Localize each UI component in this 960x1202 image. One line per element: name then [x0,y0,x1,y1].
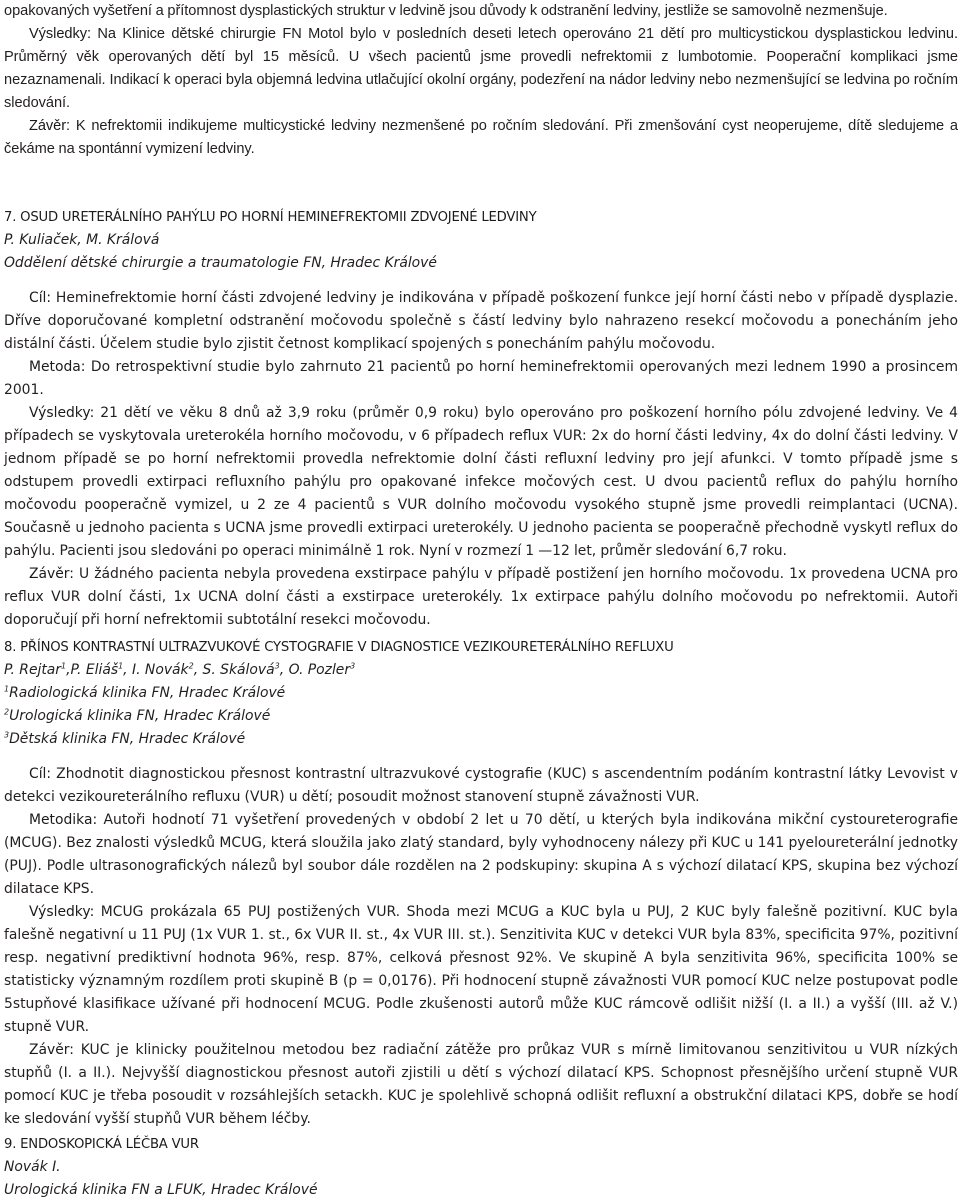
results-paragraph [4,23,958,115]
section-8-affiliation-3 [4,728,958,751]
intro-text: opakovaných vyšetření a přítomnost dysplastických struktur v ledvině jsou důvody k odstranění ledviny, jestliže se samovolně nezmenšuje. [4,3,888,19]
author-sup: 3 [274,661,280,671]
affiliation-sup: 3 [4,730,10,740]
section-9-affiliation: Urologická klinika FN a LFUK, Hradec Králové [4,1182,318,1198]
continuation-abstract [4,0,958,161]
author-name: , O. Pozler [279,662,351,678]
section-7-conclusion [4,563,958,632]
section-8-authors [4,659,958,682]
intro-paragraph [4,0,958,23]
section-9 [4,1133,958,1202]
section-7-authors: P. Kuliaček, M. Králová [4,232,160,248]
section-7-results [4,402,958,563]
author-name: ,P. Eliáš [66,662,119,678]
aim-text: Zhodnotit diagnostickou přesnost kontrastní ultrazvukové cystografie (KUC) s ascendentním podáním kontrastní látky Levovist v detekci vezikoureterálního refluxu (VUR) u dětí; posoudit možnost stanovení stupně závažnosti VUR. [4,766,958,805]
section-8-title: 8. PŘÍNOS KONTRASTNÍ ULTRAZVUKOVÉ CYSTOGRAFIE V DIAGNOSTICE VEZIKOURETERÁLNÍHO REFLUXU [4,640,674,655]
affiliation-text: Radiologická klinika FN, Hradec Králové [9,685,286,701]
section-7-aim [4,287,958,356]
affiliation-sup: 1 [4,684,10,694]
author-sup: 1 [118,661,124,671]
author-sup: 3 [350,661,356,671]
affiliation-sup: 2 [4,707,10,717]
section-7-method [4,356,958,402]
conclusion-text: KUC je klinicky použitelnou metodou bez radiační zátěže pro průkaz VUR s mírně limitovanou senzitivitou u VUR nízkých stupňů (I. a II.). Nejvyšší diagnostickou přesnost autoři zjistili u dětí s výchozí dilatací KPS. Schopnost přesnějšího určení stupně VUR pomocí KUC je třeba posoudit v rozsáhlejších setackh. KUC je spolehlivě schopná odlišit refluxní a obstrukční dilataci KPS, dobře se hodí ke sledování vyšší stupňů VUR během léčby. [4,1042,958,1127]
section-7-affiliation: Oddělení dětské chirurgie a traumatologie FN, Hradec Králové [4,255,437,271]
conclusion-label: Závěr: [29,118,71,134]
affiliation-text: Urologická klinika FN, Hradec Králové [9,708,271,724]
section-8-method [4,809,958,901]
section-9-title: 9. ENDOSKOPICKÁ LÉČBA VUR [4,1137,199,1152]
results-label: Výsledky: [29,26,92,42]
section-7-title: 7. OSUD URETERÁLNÍHO PAHÝLU PO HORNÍ HEMINEFREKTOMII ZDVOJENÉ LEDVINY [4,210,537,225]
section-8-affiliation-1 [4,682,958,705]
conclusion-text: K nefrektomii indikujeme multicystické ledviny nezmenšené po ročním sledování. Při zmenšování cyst neoperujeme, dítě sledujeme a čekáme na spontánní vymizení ledviny. [4,118,958,157]
aim-text: Heminefrektomie horní části zdvojené ledviny je indikována v případě poškození funkce její horní části nebo v případě dysplazie. Dříve doporučované kompletní odstranění močovodu společně s částí ledviny bylo nahrazeno resekcí močovodu a ponecháním jeho distální části. Účelem studie bylo zjistit četnost komplikací spojených s ponecháním pahýlu močovodu. [4,290,958,352]
section-8-results [4,901,958,1039]
section-8-aim [4,763,958,809]
results-label: Výsledky: [29,405,95,421]
aim-label: Cíl: [29,766,52,782]
section-8-body [4,763,958,1131]
results-label: Výsledky: [29,904,95,920]
author-name: , S. Skálová [193,662,275,678]
section-9-authors: Novák I. [4,1159,61,1175]
affiliation-text: Dětská klinika FN, Hradec Králové [9,731,246,747]
author-name: P. Rejtar [4,662,62,678]
results-text: Na Klinice dětské chirurgie FN Motol bylo v posledních deseti letech operováno 21 dětí pro multicystickou dysplastickou ledvinu. Průměrný věk operovaných dětí byl 15 měsíců. U všech pacientů jsme provedli nefrektomii z lumbotomie. Pooperační komplikaci jsme nezaznamenali. Indikací k operaci byla objemná ledvina utlačující okolní orgány, podezření na nádor ledviny nebo nezmenšující se ledvina po ročním sledování. [4,26,958,111]
section-8-conclusion [4,1039,958,1131]
results-text: 21 dětí ve věku 8 dnů až 3,9 roku (průměr 0,9 roku) bylo operováno pro poškození horního pólu zdvojené ledviny. Ve 4 případech se vyskytovala ureterokéla horního močovodu, v 6 případech reflux VUR: 2x do horní části ledviny, 4x do dolní části ledviny. V jednom případě se po horní nefrektomii provedla nefrektomie dolní části refluxní ledviny pro její afunkci. V tomto případě jsme s odstupem provedli extirpaci refluxního pahýlu pro opakované infekce močových cest. U dvou pacientů reflux do pahýlu horního močovodu pooperačně vymizel, u 2 ze 4 pacientů s VUR dolního močovodu vysokého stupně jsme provedli reimplantaci (UCNA). Současně u jednoho pacienta s UCNA jsme provedli extirpaci ureterokély. U jednoho pacienta se pooperačně přechodně vyskytl reflux do pahýlu. Pacienti jsou sledováni po operaci minimálně 1 rok. Nyní v rozmezí 1 —12 let, průměr sledování 6,7 roku. [4,405,958,559]
aim-label: Cíl: [29,290,52,306]
author-sup: 2 [188,661,194,671]
conclusion-paragraph [4,115,958,161]
section-8 [4,636,958,751]
method-label: Metodika: [29,812,98,828]
conclusion-label: Závěr: [29,1042,74,1058]
conclusion-text: U žádného pacienta nebyla provedena exstirpace pahýlu v případě postižení jen horního močovodu. 1x provedena UCNA pro reflux VUR dolní části, 1x UCNA dolní části a exstirpace ureterokély. 1x extirpace pahýlu dolního močovodu po nefrektomii. Autoři doporučují při horní nefrektomii subtotální resekci močovodu. [4,566,958,628]
section-7-body [4,287,958,632]
author-sup: 1 [61,661,67,671]
results-text: MCUG prokázala 65 PUJ postižených VUR. Shoda mezi MCUG a KUC byla u PUJ, 2 KUC byly falešně pozitivní. KUC byla falešně negativní u 11 PUJ (1x VUR 1. st., 6x VUR II. st., 4x VUR III. st.). Senzitivita KUC v detekci VUR byla 83%, specificita 97%, pozitivní resp. negativní prediktivní hodnota 96%, resp. 87%, celková přesnost 92%. Ve skupině A byla senzitivita 96%, specificita 100% se statisticky významným rozdílem proti skupině B (p = 0,0176). Při hodnocení stupně závažnosti VUR pomocí KUC nelze postupovat podle 5stupňové klasifikace užívané při hodnocení MCUG. Podle zkušenosti autorů může KUC rámcově odlišit nižší (I. a II.) a vyšší (III. až V.) stupně VUR. [4,904,958,1035]
conclusion-label: Závěr: [29,566,74,582]
method-label: Metoda: [29,359,86,375]
method-text: Do retrospektivní studie bylo zahrnuto 21 pacientů po horní heminefrektomii operovaných mezi lednem 1990 a prosincem 2001. [4,359,958,398]
method-text: Autoři hodnotí 71 vyšetření provedených v období 2 let u 70 dětí, u kterých byla indikována mikční cystoureterografie (MCUG). Bez znalosti výsledků MCUG, která sloužila jako zlatý standard, byly vyhodnoceny nálezy při KUC u 141 pyeloureterální jednotky (PUJ). Podle ultrasonografických nálezů byl soubor dále rozdělen na 2 podskupiny: skupina A s výchozí dilatací KPS, skupina bez výchozí dilatace KPS. [4,812,958,897]
author-name: , I. Novák [123,662,189,678]
section-8-affiliation-2 [4,705,958,728]
section-7 [4,206,958,275]
